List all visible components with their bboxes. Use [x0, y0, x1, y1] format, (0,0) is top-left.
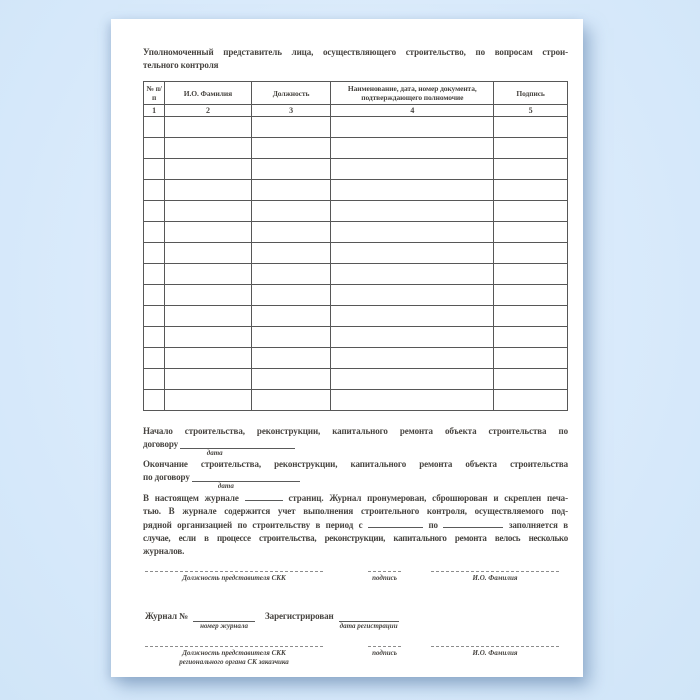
empty-cell — [144, 243, 165, 264]
signature-sign-field — [368, 646, 401, 667]
signature-role-caption-line2: регионального органа СК заказчика — [179, 658, 289, 666]
empty-cell — [494, 369, 568, 390]
empty-cell — [144, 180, 165, 201]
end-date-block — [143, 458, 568, 491]
empty-cell — [494, 117, 568, 138]
empty-cell — [331, 348, 494, 369]
page-title-line1: Уполномоченный представитель лица, осуществляющего строительство, по вопросам строи- — [143, 47, 568, 57]
table-row — [144, 285, 568, 306]
empty-cell — [144, 201, 165, 222]
empty-cell — [251, 348, 331, 369]
empty-cell — [251, 390, 331, 411]
table-row — [144, 201, 568, 222]
journal-note-text: В настоящем журнале — [143, 493, 239, 503]
table-row — [144, 159, 568, 180]
empty-cell — [494, 264, 568, 285]
empty-cell — [331, 117, 494, 138]
empty-cell — [165, 117, 251, 138]
start-date-line2 — [143, 438, 568, 458]
column-numbers-row — [144, 105, 568, 117]
column-header: № п/п — [144, 82, 165, 105]
table-header-row — [144, 82, 568, 105]
empty-cell — [331, 243, 494, 264]
empty-cell — [494, 327, 568, 348]
registered-label: Зарегистрирован — [265, 611, 334, 621]
column-header: Наименование, дата, номер документа, подтверждающего полномочие — [331, 82, 494, 105]
empty-cell — [494, 348, 568, 369]
start-date-underline — [180, 438, 295, 449]
representatives-table-body — [144, 82, 568, 411]
journal-number-caption: номер журнала — [200, 622, 248, 630]
table-row — [144, 306, 568, 327]
empty-cell — [494, 222, 568, 243]
empty-cell — [144, 369, 165, 390]
empty-cell — [331, 390, 494, 411]
start-date-caption: дата — [206, 449, 223, 457]
empty-cell — [165, 390, 251, 411]
signature-name-caption: И.О. Фамилия — [472, 649, 518, 657]
empty-cell — [331, 285, 494, 306]
signature-name-field — [431, 571, 559, 583]
signature-role-field — [145, 571, 323, 583]
column-number-cell: 3 — [251, 105, 331, 117]
empty-cell — [251, 159, 331, 180]
empty-cell — [144, 117, 165, 138]
empty-cell — [331, 222, 494, 243]
empty-cell — [165, 285, 251, 306]
empty-cell — [144, 327, 165, 348]
journal-note-text: по — [428, 520, 438, 530]
empty-cell — [494, 180, 568, 201]
empty-cell — [251, 264, 331, 285]
empty-cell — [165, 159, 251, 180]
empty-cell — [144, 159, 165, 180]
empty-cell — [165, 264, 251, 285]
signature-row-primary — [145, 571, 568, 583]
empty-cell — [251, 327, 331, 348]
empty-cell — [144, 348, 165, 369]
start-date-line1: Начало строительства, реконструкции, капитального ремонта объекта строительства по — [143, 426, 568, 436]
journal-note-line2: тью. В журнале содержится учет выполнения строительного контроля, осуществляемого под- — [143, 506, 568, 516]
journal-note-line5: журналов. — [143, 546, 185, 556]
empty-cell — [494, 201, 568, 222]
empty-cell — [165, 327, 251, 348]
empty-cell — [251, 243, 331, 264]
end-date-line2 — [143, 471, 568, 491]
empty-cell — [331, 327, 494, 348]
empty-cell — [494, 159, 568, 180]
registration-date-blank — [339, 611, 399, 631]
empty-cell — [331, 306, 494, 327]
empty-cell — [144, 264, 165, 285]
empty-cell — [165, 369, 251, 390]
end-date-line1: Окончание строительства, реконструкции, капитального ремонта объекта строительства — [143, 459, 568, 469]
empty-cell — [494, 138, 568, 159]
journal-number-blank — [193, 611, 255, 631]
document-content — [143, 46, 568, 667]
column-number-cell: 4 — [331, 105, 494, 117]
column-header: Подпись — [494, 82, 568, 105]
empty-cell — [331, 201, 494, 222]
end-date-blank — [192, 471, 300, 491]
journal-note-line4: случае, если в процессе строительства, реконструкции, капитального ремонта велось несколько — [143, 533, 568, 543]
empty-cell — [331, 264, 494, 285]
signature-sign-field — [368, 571, 401, 583]
page-title-line2: тельного контроля — [143, 60, 219, 70]
journal-note — [143, 491, 568, 558]
empty-cell — [331, 138, 494, 159]
empty-cell — [165, 201, 251, 222]
empty-cell — [331, 180, 494, 201]
empty-cell — [494, 243, 568, 264]
journal-number-label: Журнал № — [145, 611, 189, 621]
signature-role-caption: Должность представителя СКК — [182, 574, 286, 582]
journal-note-text: страниц. Журнал пронумерован, сброшюрован и скреплен печа- — [288, 493, 568, 503]
registration-date-underline — [339, 611, 399, 622]
empty-cell — [494, 285, 568, 306]
empty-cell — [144, 285, 165, 306]
start-date-prefix: договору — [143, 439, 179, 449]
empty-cell — [251, 222, 331, 243]
empty-cell — [144, 138, 165, 159]
empty-cell — [144, 390, 165, 411]
column-header: И.О. Фамилия — [165, 82, 251, 105]
empty-cell — [494, 306, 568, 327]
journal-note-text: заполняется в — [508, 520, 568, 530]
document-page — [111, 19, 583, 677]
empty-cell — [165, 348, 251, 369]
empty-cell — [165, 138, 251, 159]
table-row — [144, 180, 568, 201]
table-row — [144, 348, 568, 369]
signature-role-caption-line1: Должность представителя СКК — [182, 649, 286, 657]
empty-cell — [251, 138, 331, 159]
table-row — [144, 327, 568, 348]
signature-name-field — [431, 646, 559, 667]
signature-row-secondary — [145, 646, 568, 667]
empty-cell — [251, 201, 331, 222]
journal-note-line3 — [143, 518, 568, 532]
empty-cell — [165, 222, 251, 243]
empty-cell — [494, 390, 568, 411]
empty-cell — [144, 306, 165, 327]
empty-cell — [165, 180, 251, 201]
end-date-prefix: по договору — [143, 472, 190, 482]
table-row — [144, 138, 568, 159]
table-row — [144, 369, 568, 390]
empty-cell — [251, 306, 331, 327]
pages-count-blank — [245, 491, 283, 501]
registration-date-caption: дата регистрации — [339, 622, 398, 630]
empty-cell — [331, 369, 494, 390]
period-to-blank — [443, 518, 503, 528]
empty-cell — [251, 369, 331, 390]
start-date-blank — [180, 438, 295, 458]
journal-number-underline — [193, 611, 255, 622]
empty-cell — [251, 285, 331, 306]
representatives-table — [143, 81, 568, 411]
empty-cell — [165, 306, 251, 327]
empty-cell — [165, 243, 251, 264]
start-date-block — [143, 425, 568, 458]
page-title — [143, 46, 568, 72]
signature-name-caption: И.О. Фамилия — [472, 574, 518, 582]
column-number-cell: 1 — [144, 105, 165, 117]
empty-cell — [251, 180, 331, 201]
table-row — [144, 264, 568, 285]
registration-row — [145, 611, 568, 631]
journal-note-text: рядной организацией по строительству в период с — [143, 520, 363, 530]
journal-note-line1 — [143, 491, 568, 505]
empty-cell — [144, 222, 165, 243]
table-row — [144, 222, 568, 243]
column-number-cell: 2 — [165, 105, 251, 117]
signature-role-field — [145, 646, 323, 667]
table-row — [144, 390, 568, 411]
period-from-blank — [368, 518, 423, 528]
column-number-cell: 5 — [494, 105, 568, 117]
end-date-underline — [192, 471, 300, 482]
signature-sign-caption: подпись — [372, 649, 397, 657]
column-header: Должность — [251, 82, 331, 105]
signature-sign-caption: подпись — [372, 574, 397, 582]
empty-cell — [331, 159, 494, 180]
empty-cell — [251, 117, 331, 138]
table-row — [144, 117, 568, 138]
end-date-caption: дата — [217, 482, 234, 490]
table-row — [144, 243, 568, 264]
